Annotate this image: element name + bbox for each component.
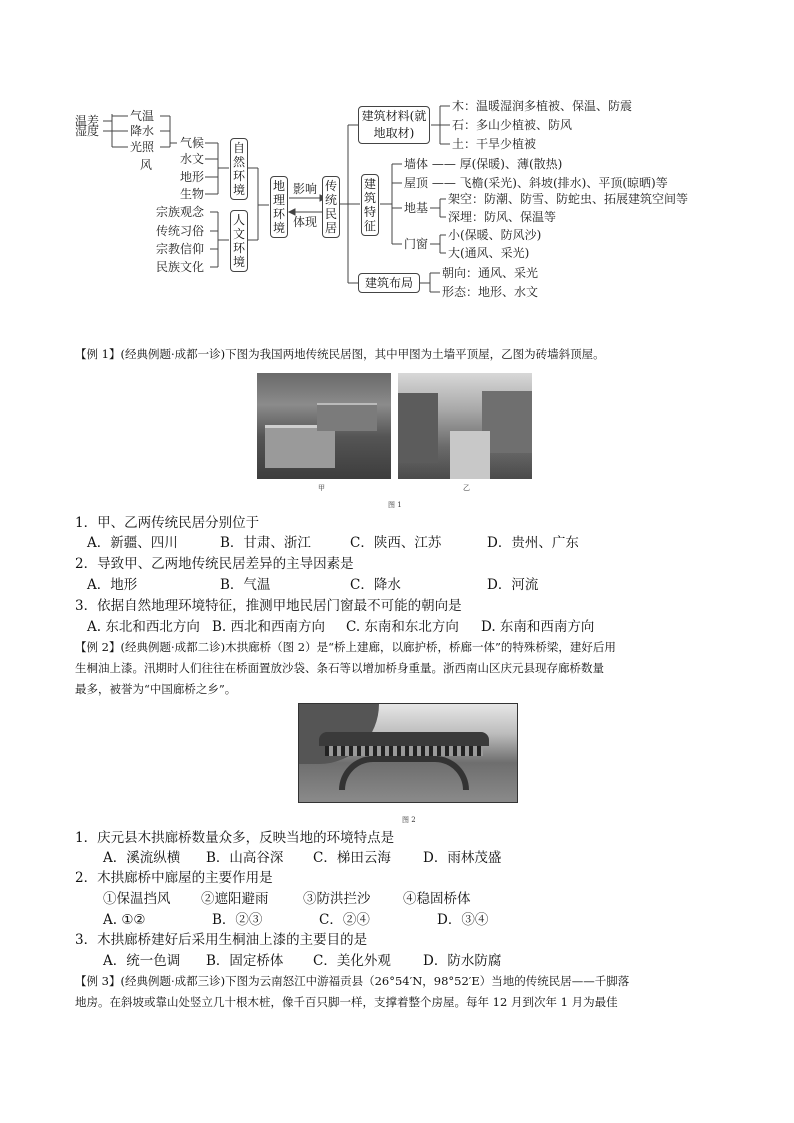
ex2-q2-item4: ④稳固桥体 (403, 891, 471, 907)
factor-humidity: 湿度 (75, 124, 100, 138)
natural-item-terrain: 地形 (180, 170, 205, 184)
ex1-q1-optD: D．贵州、广东 (487, 535, 579, 551)
factor-temperature: 气温 (130, 109, 155, 123)
feature-base-raised: 架空：防潮、防雪、防蛇虫、拓展建筑空间等 (448, 192, 689, 206)
feature-door-label: 门窗 (404, 237, 429, 251)
ex2-q2-item2: ②遮阳避雨 (201, 891, 269, 907)
geo-environment-box: 地理环境 (270, 176, 288, 238)
ex1-q1-optA: A．新疆、四川 (87, 535, 178, 551)
material-stone: 石：多山少植被、防风 (452, 118, 573, 132)
example2-intro-line2: 生桐油上漆。汛期时人们往往在桥面置放沙袋、条石等以增加桥身重量。浙西南山区庆元县现存廊桥数量 (75, 661, 604, 675)
reflect-label: 体现 (293, 215, 318, 229)
ex2-q2-optA: A. ①② (103, 912, 146, 928)
feature-door-small: 小(保暖、防风沙) (448, 228, 542, 242)
feature-base-deep: 深埋：防风、保温等 (448, 210, 557, 224)
ex2-q3-optA: A．统一色调 (103, 953, 181, 969)
ex1-q1-optB: B．甘肃、浙江 (220, 535, 311, 551)
ex1-q3-optC: C. 东南和东北方向 (346, 619, 459, 635)
influence-label: 影响 (293, 182, 318, 196)
factor-precip: 降水 (130, 124, 155, 138)
factor-wind: 风 (140, 158, 153, 172)
human-item-clan: 宗族观念 (156, 205, 205, 219)
ex2-q2-item3: ③防洪拦沙 (303, 891, 371, 907)
human-item-religion: 宗教信仰 (156, 242, 205, 256)
caption-jia: 甲 (318, 484, 325, 492)
feature-roof: 屋顶 —— 飞檐(采光)、斜坡(排水)、平顶(晾晒)等 (404, 176, 668, 190)
ex1-q2-optD: D．河流 (487, 577, 539, 593)
ex2-q3: 3．木拱廊桥建好后采用生桐油上漆的主要目的是 (75, 932, 368, 948)
ex2-q3-optC: C．美化外观 (313, 953, 391, 969)
ex1-q3-optB: B. 西北和西南方向 (212, 619, 326, 635)
ex1-q1-optC: C．陕西、江苏 (350, 535, 442, 551)
ex2-q2-item1: ①保温挡风 (103, 891, 171, 907)
natural-environment-box: 自然环境 (230, 138, 248, 200)
ex2-q2-optB: B．②③ (212, 912, 263, 928)
ex2-q2-optD: D．③④ (437, 912, 489, 928)
layout-orientation: 朝向：通风、采光 (442, 266, 539, 280)
ex2-q1-optD: D．雨林茂盛 (423, 850, 502, 866)
feature-door-large: 大(通风、采光) (448, 246, 530, 260)
folk-dwelling-box: 传统民居 (322, 176, 340, 238)
ex2-q1-optB: B．山高谷深 (206, 850, 284, 866)
ex2-q2-optC: C．②④ (319, 912, 370, 928)
ex1-q2-optB: B．气温 (220, 577, 271, 593)
materials-box: 建筑材料(就地取材) (358, 106, 430, 144)
ex2-q1: 1．庆元县木拱廊桥数量众多，反映当地的环境特点是 (75, 830, 395, 846)
ex1-q2-optA: A．地形 (87, 577, 138, 593)
ex1-q3-optA: A. 东北和西北方向 (87, 619, 200, 635)
example3-intro-line2: 地房。在斜坡或靠山处竖立几十根木桩，像千百只脚一样，支撑着整个房屋。每年 12 月到次年 1 月为最佳 (75, 995, 618, 1009)
ex2-q1-optC: C．梯田云海 (313, 850, 391, 866)
photo-covered-bridge (298, 703, 518, 803)
diagram-connector-lines (0, 0, 794, 320)
example2-intro-line1: 【例 2】(经典例题·成都二诊)木拱廊桥（图 2）是“桥上建廊，以廊护桥，桥廊一体”的特殊桥梁，建好后用 (75, 640, 616, 654)
example3-intro-line1: 【例 3】(经典例题·成都三诊)下图为云南怒江中游福贡县（26°54′N，98°52′E）当地的传统民居——千脚落 (75, 974, 630, 988)
features-box: 建筑特征 (361, 174, 379, 236)
ex1-q2-optC: C．降水 (350, 577, 401, 593)
feature-wall: 墙体 —— 厚(保暖)、薄(散热) (404, 157, 563, 171)
layout-form: 形态：地形、水文 (442, 285, 539, 299)
example2-intro-line3: 最多，被誉为“中国廊桥之乡”。 (75, 682, 237, 696)
ex2-q2: 2．木拱廊桥中廊屋的主要作用是 (75, 870, 273, 886)
natural-item-biology: 生物 (180, 187, 205, 201)
material-wood: 木：温暖湿润多植被、保温、防震 (452, 99, 633, 113)
human-item-ethnic: 民族文化 (156, 260, 205, 274)
human-item-custom: 传统习俗 (156, 224, 205, 238)
ex1-q1: 1．甲、乙两传统民居分别位于 (75, 515, 260, 531)
natural-item-climate: 气候 (180, 136, 205, 150)
figure1-label: 图 1 (388, 501, 402, 509)
ex2-q3-optD: D．防水防腐 (423, 953, 502, 969)
photo-yi (398, 373, 532, 479)
ex1-q2: 2．导致甲、乙两地传统民居差异的主导因素是 (75, 556, 354, 572)
figure2-label: 图 2 (402, 816, 416, 824)
human-environment-box: 人文环境 (230, 210, 248, 272)
feature-base-label: 地基 (404, 201, 429, 215)
layout-box: 建筑布局 (358, 273, 420, 293)
ex1-q3: 3．依据自然地理环境特征，推测甲地民居门窗最不可能的朝向是 (75, 598, 462, 614)
ex2-q3-optB: B．固定桥体 (206, 953, 284, 969)
natural-item-hydrology: 水文 (180, 152, 205, 166)
factor-sunlight: 光照 (130, 140, 155, 154)
factor-temp-diff: 温差 (75, 114, 100, 128)
photo-jia (257, 373, 391, 479)
caption-yi: 乙 (463, 484, 470, 492)
example1-intro: 【例 1】(经典例题·成都一诊)下图为我国两地传统民居图，其中甲图为土墙平顶屋，乙图为砖墙斜顶屋。 (75, 347, 605, 361)
material-earth: 土：干旱少植被 (452, 137, 537, 151)
ex1-q3-optD: D. 东南和西南方向 (481, 619, 595, 635)
ex2-q1-optA: A．溪流纵横 (103, 850, 181, 866)
